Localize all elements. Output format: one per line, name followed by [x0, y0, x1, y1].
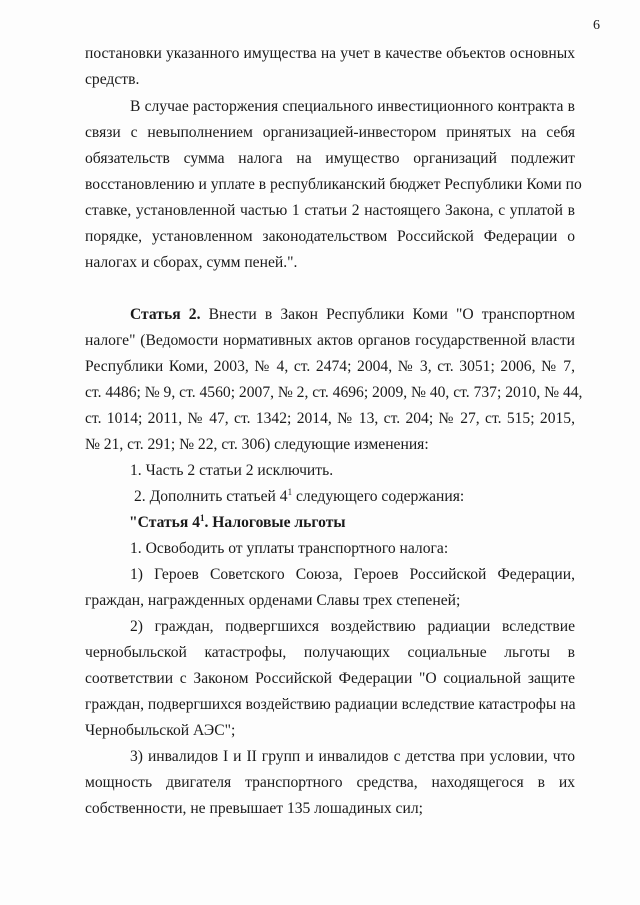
text-line: налоге" (Ведомости нормативных актов органов государственной власти: [85, 332, 575, 349]
text-span: Внести в Закон Республики Коми "О транспортном: [200, 306, 575, 323]
text-line: чернобыльской катастрофы, получающих социальные льготы в: [85, 644, 575, 661]
text-line: связи с невыполнением организацией-инвестором принятых на себя: [85, 124, 575, 141]
text-line: порядке, установленном законодательством Российской Федерации о: [85, 228, 575, 245]
text-line: граждан, подвергшихся воздействию радиации вследствие катастрофы на: [85, 696, 576, 713]
text-line: налогах и сборах, сумм пеней.".: [85, 254, 298, 271]
page-number: 6: [593, 18, 600, 33]
article-heading-line: [130, 305, 575, 325]
text-line: 2) граждан, подвергшихся воздействию радиации вследствие: [130, 618, 575, 635]
article-label: Статья 2.: [130, 306, 201, 323]
text-span: следующего содержания:: [292, 488, 465, 505]
text-line: 1) Героев Советского Союза, Героев Российской Федерации,: [130, 566, 575, 583]
text-line: соответствии с Законом Российской Федерации "О социальной защите: [85, 670, 575, 687]
text-line: [134, 487, 575, 507]
text-line: В случае расторжения специального инвестиционного контракта в: [130, 98, 575, 115]
text-line: постановки указанного имущества на учет в качестве объектов основных: [85, 45, 575, 62]
text-line: ставке, установленной частью 1 статьи 2 настоящего Закона, с уплатой в: [85, 202, 575, 219]
text-line: собственности, не превышает 135 лошадиных сил;: [85, 800, 423, 817]
text-line: 1. Освободить от уплаты транспортного налога:: [130, 540, 449, 557]
text-line: Чернобыльской АЭС";: [85, 722, 236, 739]
text-span: "Статья 4: [129, 514, 200, 531]
text-line: Республики Коми, 2003, № 4, ст. 2474; 2004, № 3, ст. 3051; 2006, № 7,: [85, 358, 575, 375]
text-line: № 21, ст. 291; № 22, ст. 306) следующие изменения:: [85, 436, 429, 453]
text-line: ст. 4486; № 9, ст. 4560; 2007, № 2, ст. 4696; 2009, № 40, ст. 737; 2010, № 44,: [85, 384, 583, 401]
text-line: восстановлению и уплате в республиканский бюджет Республики Коми по: [85, 176, 582, 193]
text-line: мощность двигателя транспортного средства, находящегося в их: [85, 774, 575, 791]
text-span: . Налоговые льготы: [204, 514, 346, 531]
article-title: [129, 513, 575, 533]
text-line: ст. 1014; 2011, № 47, ст. 1342; 2014, № 13, ст. 204; № 27, ст. 515; 2015,: [85, 410, 575, 427]
text-line: средств.: [85, 71, 140, 88]
superscript: 1: [200, 512, 205, 523]
text-line: 3) инвалидов I и II групп и инвалидов с детства при условии, что: [130, 748, 575, 765]
text-line: граждан, награжденных орденами Славы трех степеней;: [85, 592, 461, 609]
superscript: 1: [287, 486, 293, 497]
text-line: 1. Часть 2 статьи 2 исключить.: [130, 462, 334, 479]
text-span: 2. Дополнить статьей 4: [134, 488, 288, 505]
text-line: обязательств сумма налога на имущество организаций подлежит: [85, 150, 575, 167]
